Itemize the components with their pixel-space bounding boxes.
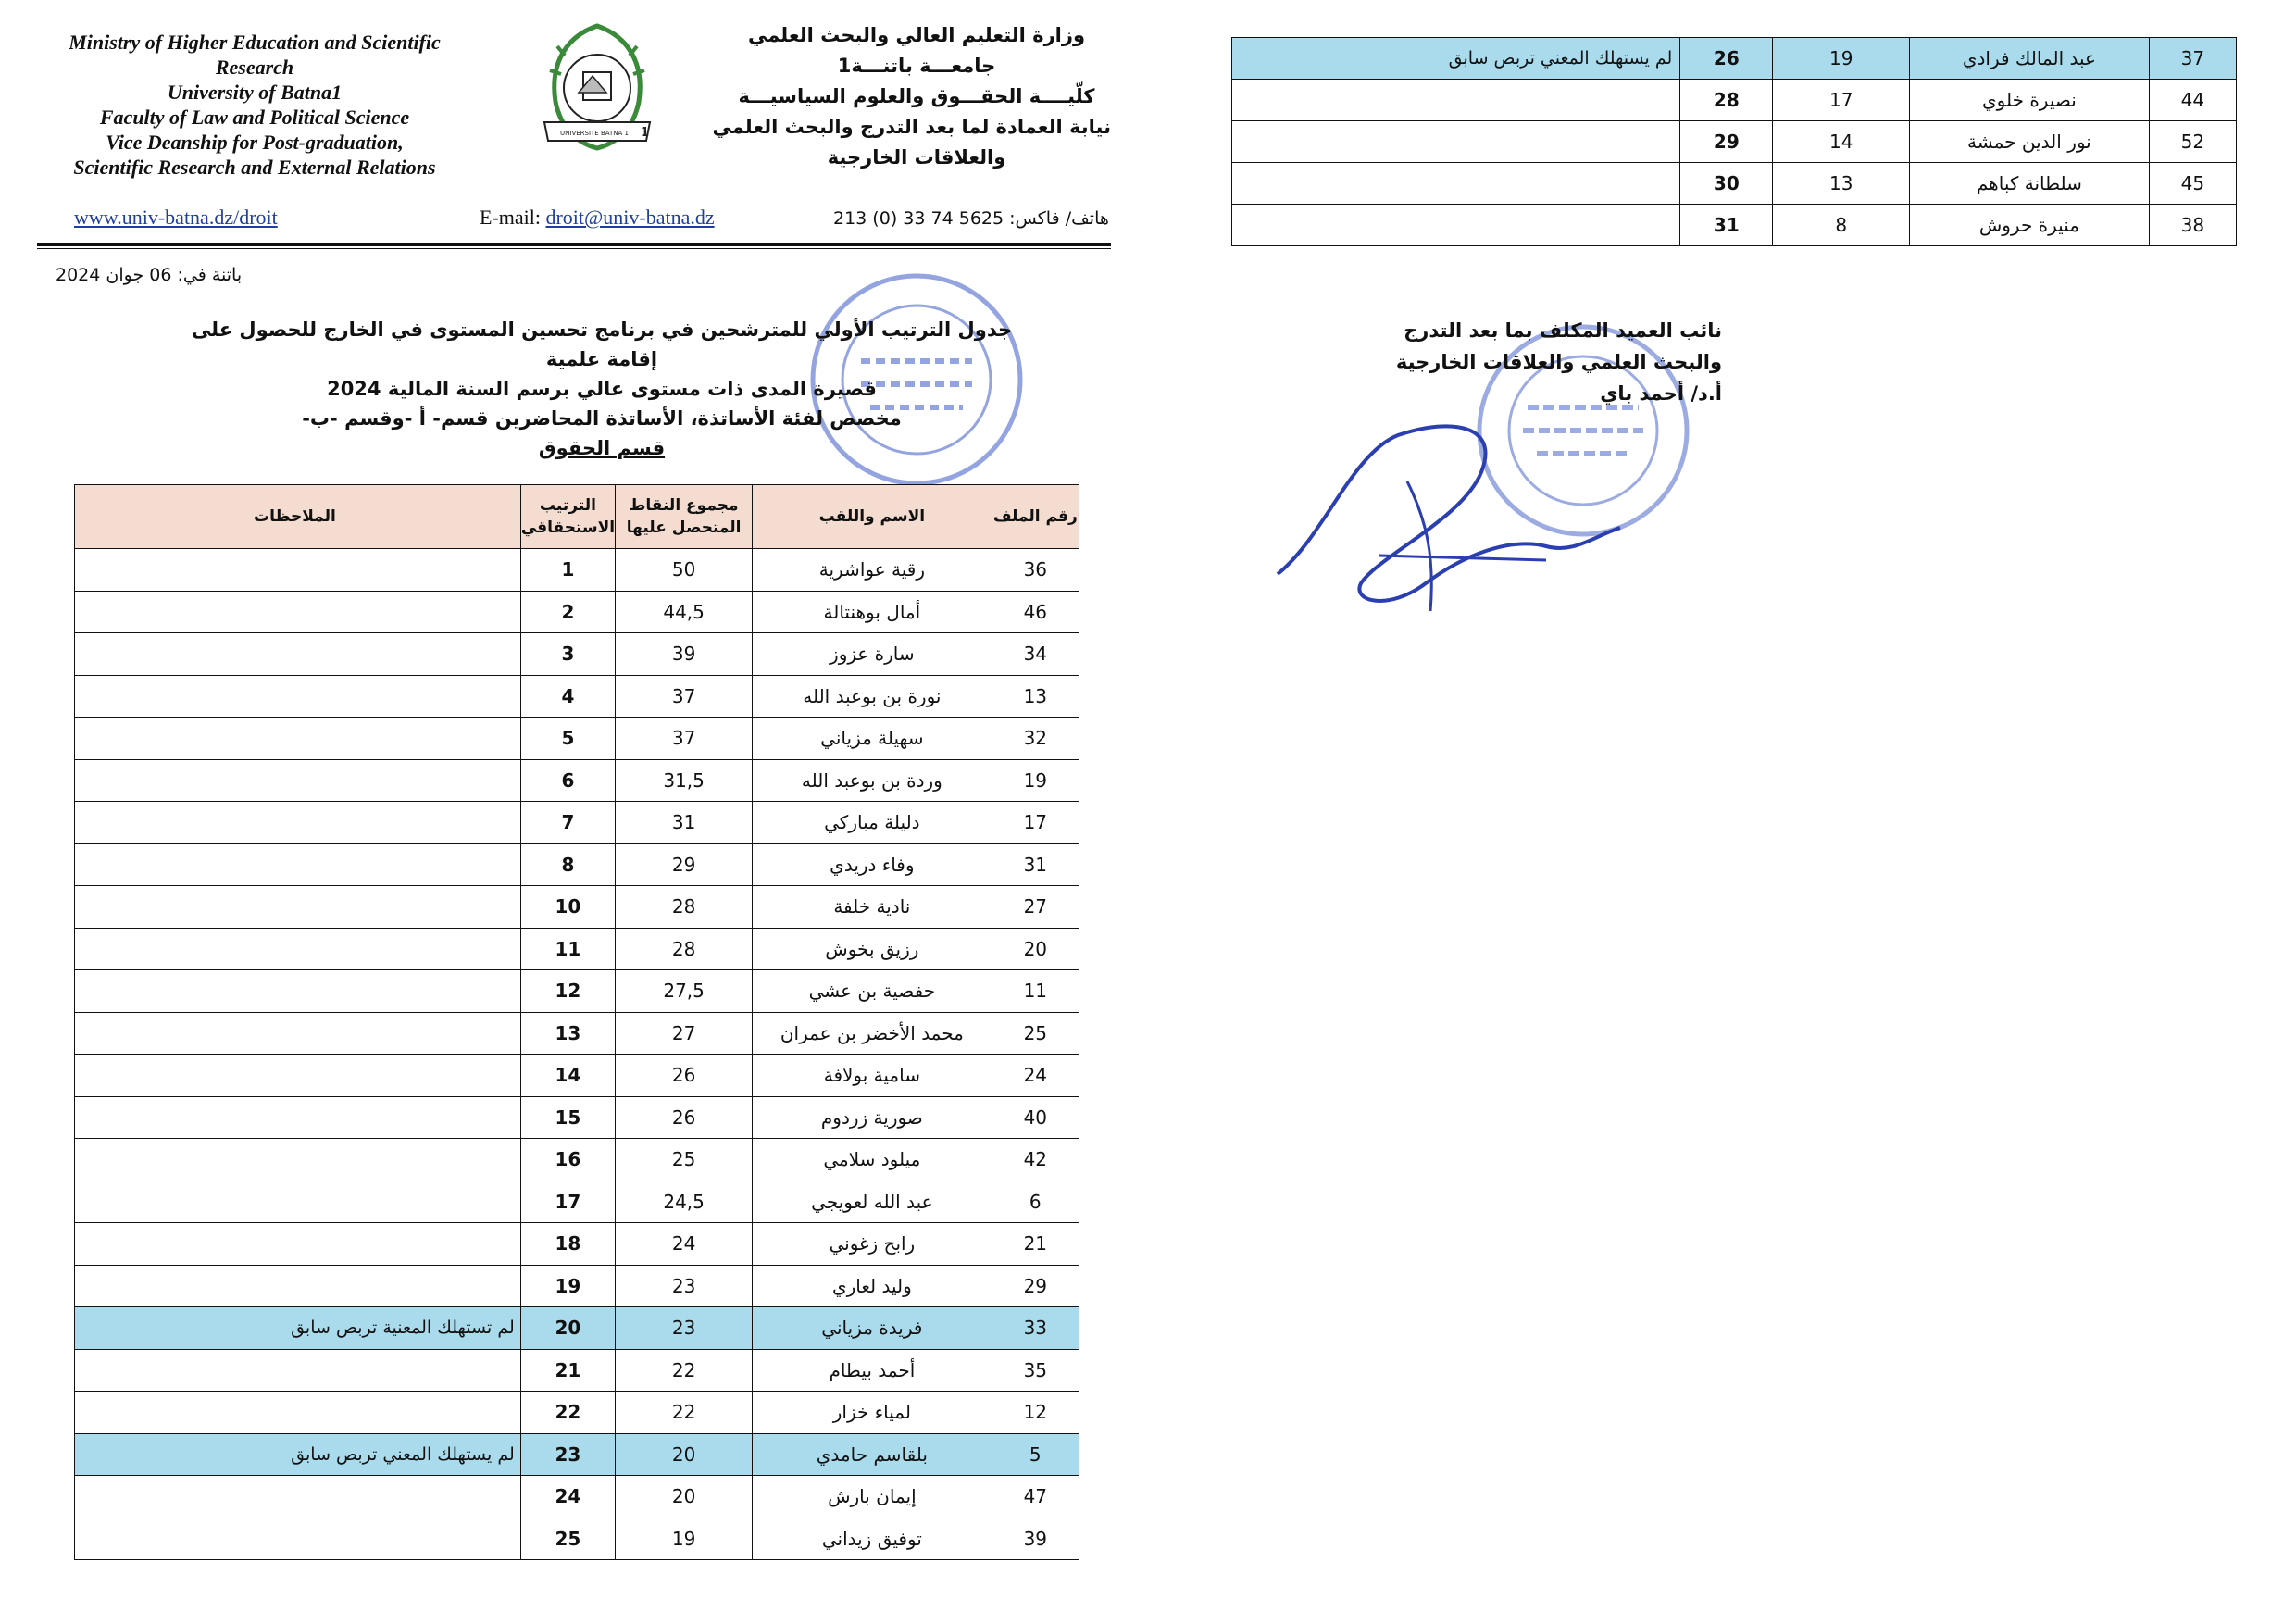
signatory-title-2: والبحث العلمي والعلاقات الخارجية [1395,351,1722,373]
cell-points: 20 [616,1433,753,1476]
cell-file-number: 35 [992,1349,1079,1392]
cell-rank: 4 [520,675,615,718]
cell-rank: 7 [520,802,615,844]
handwritten-signature-icon [1268,398,1657,620]
cell-note [75,1055,521,1097]
cell-note [75,633,521,676]
table-row [1232,80,2237,121]
cell-points: 27 [616,1012,753,1055]
cell-rank: 10 [520,886,615,929]
cell-points: 24 [616,1223,753,1266]
cell-points: 28 [616,886,753,929]
header-en-line: Research [215,56,294,79]
title-line-2: قصيرة المدى ذات مستوى عالي برسم السنة المالية 2024 [327,378,877,400]
cell-name: وليد لعاري [753,1265,992,1307]
cell-name: رابح زغوني [753,1223,992,1266]
header-rule [37,243,1111,246]
cell-rank: 6 [520,759,615,802]
signatory-block [1287,315,1722,409]
cell-points: 23 [616,1307,753,1350]
cell-name: حفصية بن عشي [753,970,992,1013]
university-emblem-icon [537,19,657,157]
cell-note [75,591,521,633]
header-en-line: Vice Deanship for Post-graduation, [106,131,404,154]
cell-file-number: 19 [992,759,1079,802]
table-row [75,1518,1079,1560]
header-english [37,30,472,180]
cell-rank: 17 [520,1181,615,1223]
cell-file-number: 42 [992,1139,1079,1181]
email-label-text: E-mail: [480,206,541,229]
cell-file-number: 37 [2149,38,2236,80]
cell-file-number: 46 [992,591,1079,633]
cell-name: دليلة مباركي [753,802,992,844]
cell-file-number: 47 [992,1476,1079,1518]
cell-note [1232,80,1680,121]
cell-points: 13 [1773,163,1910,205]
cell-note [75,1265,521,1307]
title-line-3: مخصص لفئة الأساتذة، الأساتذة المحاضرين قسم- أ -وقسم -ب- [302,407,902,430]
header-points: مجموع النقاط المتحصل عليها [616,485,753,549]
document-title [185,315,1018,463]
table-row [75,1476,1079,1518]
cell-rank: 13 [520,1012,615,1055]
cell-note [75,886,521,929]
cell-file-number: 20 [992,928,1079,970]
cell-name: صورية زردوم [753,1096,992,1139]
cell-points: 50 [616,549,753,592]
cell-points: 31 [616,802,753,844]
cell-note [75,718,521,760]
ranking-table-continued [1231,37,2237,246]
cell-rank: 15 [520,1096,615,1139]
cell-name: لمياء خزار [753,1392,992,1434]
cell-file-number: 13 [992,675,1079,718]
cell-points: 23 [616,1265,753,1307]
cell-note [75,759,521,802]
cell-file-number: 52 [2149,121,2236,163]
header-arabic [712,20,1111,173]
table-row [75,1181,1079,1223]
cell-note [75,843,521,886]
cell-rank: 21 [520,1349,615,1392]
cell-file-number: 39 [992,1518,1079,1560]
cell-rank: 14 [520,1055,615,1097]
cell-note [75,1392,521,1434]
cell-name: سامية بولافة [753,1055,992,1097]
cell-note [75,675,521,718]
cell-points: 8 [1773,205,1910,246]
table-row [75,1392,1079,1434]
cell-file-number: 25 [992,1012,1079,1055]
cell-file-number: 38 [2149,205,2236,246]
header-ar-line: نيابة العمادة لما بعد التدرج والبحث العلمي [712,116,1111,138]
cell-file-number: 21 [992,1223,1079,1266]
cell-points: 31,5 [616,759,753,802]
table-row [75,886,1079,929]
cell-points: 29 [616,843,753,886]
cell-note [75,1349,521,1392]
website-link[interactable]: www.univ-batna.dz/droit [74,206,278,229]
cell-rank: 24 [520,1476,615,1518]
cell-note [75,1139,521,1181]
cell-rank: 30 [1680,163,1773,205]
cell-points: 26 [616,1096,753,1139]
cell-name: رزيق بخوش [753,928,992,970]
cell-file-number: 45 [2149,163,2236,205]
cell-rank: 31 [1680,205,1773,246]
cell-name: بلقاسم حامدي [753,1433,992,1476]
header-rank: الترتيب الاستحقاقي [520,485,615,549]
table-row [75,675,1079,718]
cell-rank: 28 [1680,80,1773,121]
cell-rank: 29 [1680,121,1773,163]
cell-note [75,1096,521,1139]
table-body [75,549,1079,1560]
cell-note: لم تستهلك المعنية تربص سابق [75,1307,521,1350]
table-row [1232,121,2237,163]
cell-file-number: 34 [992,633,1079,676]
cell-name: ميلود سلامي [753,1139,992,1181]
cell-name: محمد الأخضر بن عمران [753,1012,992,1055]
cell-name: فريدة مزياني [753,1307,992,1350]
cell-points: 27,5 [616,970,753,1013]
cell-name: سارة عزوز [753,633,992,676]
document-date: باتنة في: 06 جوان 2024 [56,265,243,285]
cell-note [1232,163,1680,205]
cell-name: نصيرة خلوي [1910,80,2150,121]
header-en-line: Scientific Research and External Relations [73,156,436,179]
cell-name: رقية عواشرية [753,549,992,592]
cell-note: لم يستهلك المعني تربص سابق [1232,38,1680,80]
cell-points: 28 [616,928,753,970]
cell-name: منيرة حروش [1910,205,2150,246]
table-body-continued [1232,38,2237,246]
cell-name: أحمد بيطام [753,1349,992,1392]
header-en-line: Faculty of Law and Political Science [99,106,410,129]
cell-points: 26 [616,1055,753,1097]
cell-note [75,1518,521,1560]
table-row [75,928,1079,970]
cell-rank: 20 [520,1307,615,1350]
cell-points: 24,5 [616,1181,753,1223]
cell-name: أمال بوهنتالة [753,591,992,633]
cell-note [1232,121,1680,163]
table-row [75,633,1079,676]
table-row [75,802,1079,844]
cell-name: سلطانة كباهم [1910,163,2150,205]
table-row [75,1012,1079,1055]
header-ar-line: والعلاقات الخارجية [827,146,1006,169]
header-ar-line: وزارة التعليم العالي والبحث العلمي [747,24,1086,46]
header-ar-line: جامعـــة باتنـــة1 [837,55,996,77]
cell-name: نادية خلفة [753,886,992,929]
cell-note [75,928,521,970]
cell-file-number: 11 [992,970,1079,1013]
cell-note [75,1476,521,1518]
cell-points: 37 [616,675,753,718]
header-en-line: University of Batna1 [167,81,343,104]
table-row [75,1265,1079,1307]
cell-name: عبد الله لعويجي [753,1181,992,1223]
cell-note [75,970,521,1013]
table-row [75,1139,1079,1181]
svg-text:1: 1 [641,126,650,140]
cell-points: 39 [616,633,753,676]
header-file-number: رقم الملف [992,485,1079,549]
table-row [75,591,1079,633]
table-row [75,1307,1079,1350]
cell-note [1232,205,1680,246]
cell-note [75,1181,521,1223]
title-line-1: جدول الترتيب الأولي للمترشحين في برنامج تحسين المستوى في الخارج للحصول على إقامة علمية [191,319,1013,370]
table-row [1232,163,2237,205]
table-row [1232,205,2237,246]
cell-name: وردة بن بوعبد الله [753,759,992,802]
cell-name: وفاء دريدي [753,843,992,886]
cell-rank: 12 [520,970,615,1013]
table-row [75,1055,1079,1097]
cell-file-number: 29 [992,1265,1079,1307]
cell-file-number: 33 [992,1307,1079,1350]
cell-file-number: 31 [992,843,1079,886]
cell-rank: 11 [520,928,615,970]
cell-points: 37 [616,718,753,760]
cell-rank: 23 [520,1433,615,1476]
table-row [1232,38,2237,80]
cell-points: 44,5 [616,591,753,633]
table-row [75,1433,1079,1476]
cell-name: توفيق زيداني [753,1518,992,1560]
email-label [480,206,715,230]
email-link[interactable]: droit@univ-batna.dz [545,206,715,229]
cell-name: سهيلة مزياني [753,718,992,760]
signatory-title-1: نائب العميد المكلف بما بعد التدرج [1404,319,1722,342]
cell-file-number: 36 [992,549,1079,592]
header-rule-thin [37,248,1111,249]
table-row [75,759,1079,802]
header-ar-line: كلّيــــة الحقـــوق والعلوم السياسيـــة [738,85,1095,107]
header-notes: الملاحظات [75,485,521,549]
cell-rank: 22 [520,1392,615,1434]
cell-name: عبد المالك فرادي [1910,38,2150,80]
header-name: الاسم واللقب [753,485,992,549]
table-row [75,1349,1079,1392]
cell-file-number: 27 [992,886,1079,929]
cell-name: نور الدين حمشة [1910,121,2150,163]
table-row [75,1223,1079,1266]
header-en-line: Ministry of Higher Education and Scientific [69,31,441,54]
cell-note [75,802,521,844]
cell-file-number: 24 [992,1055,1079,1097]
cell-rank: 18 [520,1223,615,1266]
cell-file-number: 5 [992,1433,1079,1476]
cell-note [75,1012,521,1055]
cell-points: 14 [1773,121,1910,163]
cell-points: 22 [616,1392,753,1434]
cell-rank: 3 [520,633,615,676]
cell-file-number: 40 [992,1096,1079,1139]
cell-rank: 8 [520,843,615,886]
cell-file-number: 17 [992,802,1079,844]
cell-file-number: 44 [2149,80,2236,121]
cell-rank: 5 [520,718,615,760]
cell-note [75,549,521,592]
cell-rank: 1 [520,549,615,592]
phone-fax: هاتف/ فاكس: 5625 74 33 (0) 213 [833,208,1109,229]
cell-points: 19 [616,1518,753,1560]
cell-points: 17 [1773,80,1910,121]
table-row [75,549,1079,592]
emblem-text: UNIVERSITE BATNA 1 [560,130,629,137]
cell-points: 25 [616,1139,753,1181]
cell-points: 20 [616,1476,753,1518]
table-row [75,970,1079,1013]
cell-file-number: 32 [992,718,1079,760]
cell-note: لم يستهلك المعني تربص سابق [75,1433,521,1476]
ranking-table [74,484,1079,1560]
cell-note [75,1223,521,1266]
cell-name: إيمان بارش [753,1476,992,1518]
table-header-row [75,485,1079,549]
cell-rank: 25 [520,1518,615,1560]
signatory-name: أ.د/ أحمد باي [1600,382,1722,405]
department-name: قسم الحقوق [538,437,666,459]
cell-rank: 16 [520,1139,615,1181]
cell-rank: 19 [520,1265,615,1307]
cell-name: نورة بن بوعبد الله [753,675,992,718]
cell-file-number: 12 [992,1392,1079,1434]
cell-rank: 26 [1680,38,1773,80]
cell-points: 22 [616,1349,753,1392]
table-row [75,1096,1079,1139]
cell-points: 19 [1773,38,1910,80]
cell-file-number: 6 [992,1181,1079,1223]
table-row [75,718,1079,760]
cell-rank: 2 [520,591,615,633]
table-row [75,843,1079,886]
